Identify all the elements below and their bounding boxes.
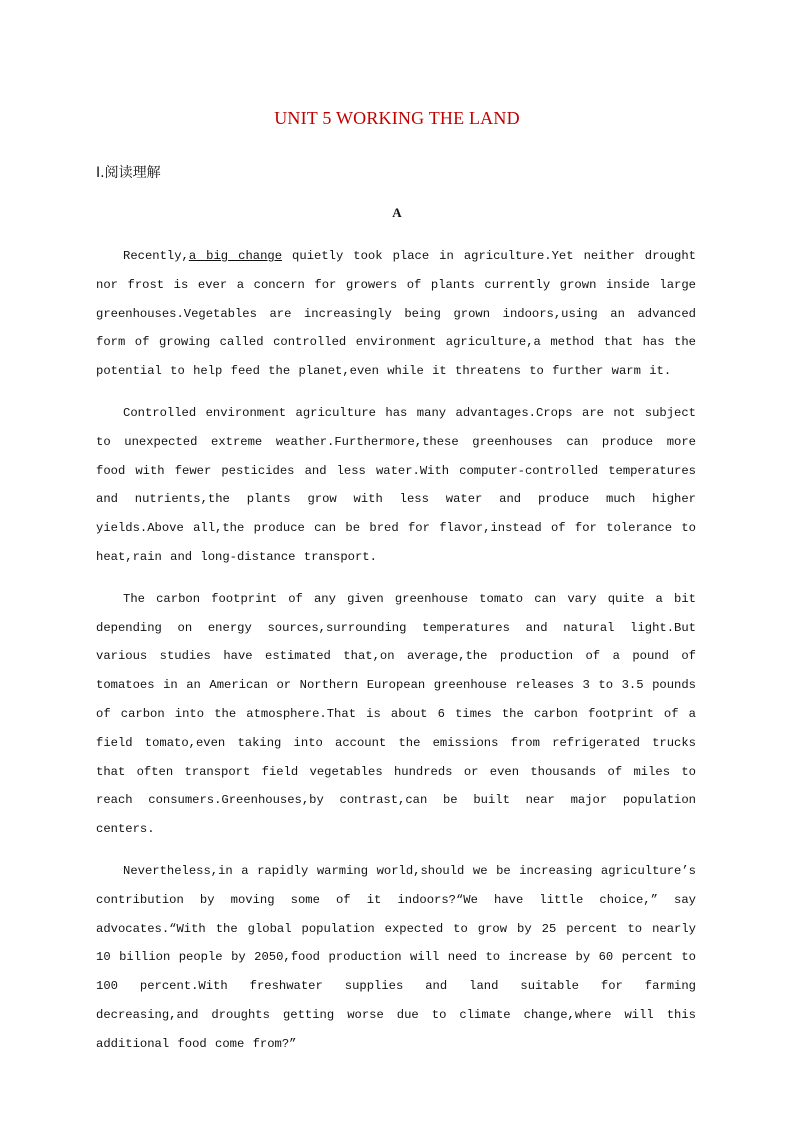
paragraph-1-rest: quietly took place in agriculture.Yet neither drought nor frost is ever a concern for growers of plants currently grown inside large greenhouses.Vegetables are increasingly being grown indoors,using an advanced form of growing called controlled environment agriculture,a method that has the potential to help feed the planet,even while it threatens to further warm it.: [96, 249, 696, 379]
paragraph-4: Nevertheless,in a rapidly warming world,should we be increasing agriculture’s contribution by moving some of it indoors?“We have little choice,” say advocates.“With the global population expected to grow by 25 percent to nearly 10 billion people by 2050,food production will need to increase by 60 percent to 100 percent.With freshwater supplies and land suitable for farming decreasing,and droughts getting worse due to climate change,where will this additional food come from?”: [96, 863, 696, 1051]
paragraph-1: [96, 242, 696, 386]
passage-label: A: [392, 205, 402, 220]
section-heading: Ⅰ.阅读理解: [96, 165, 161, 181]
underlined-phrase: a big change: [188, 249, 283, 263]
paragraph-3: The carbon footprint of any given greenhouse tomato can vary quite a bit depending on energy sources,surrounding temperatures and natural light.But various studies have estimated that,on average,the production of a pound of tomatoes in an American or Northern European greenhouse releases 3 to 3.5 pounds of carbon into the atmosphere.That is about 6 times the carbon footprint of a field tomato,even taking into account the emissions from refrigerated trucks that often transport field vegetables hundreds or even thousands of miles to reach consumers.Greenhouses,by contrast,can be built near major population centers.: [96, 591, 696, 837]
paragraph-1-start: Recently,: [123, 249, 189, 263]
unit-title: UNIT 5 WORKING THE LAND: [274, 108, 520, 128]
paragraph-2: Controlled environment agriculture has many advantages.Crops are not subject to unexpected extreme weather.Furthermore,these greenhouses can produce more food with fewer pesticides and less water.With computer-controlled temperatures and nutrients,the plants grow with less water and produce much higher yields.Above all,the produce can be bred for flavor,instead of for tolerance to heat,rain and long-distance transport.: [96, 405, 696, 564]
passage-body: [96, 242, 696, 1059]
